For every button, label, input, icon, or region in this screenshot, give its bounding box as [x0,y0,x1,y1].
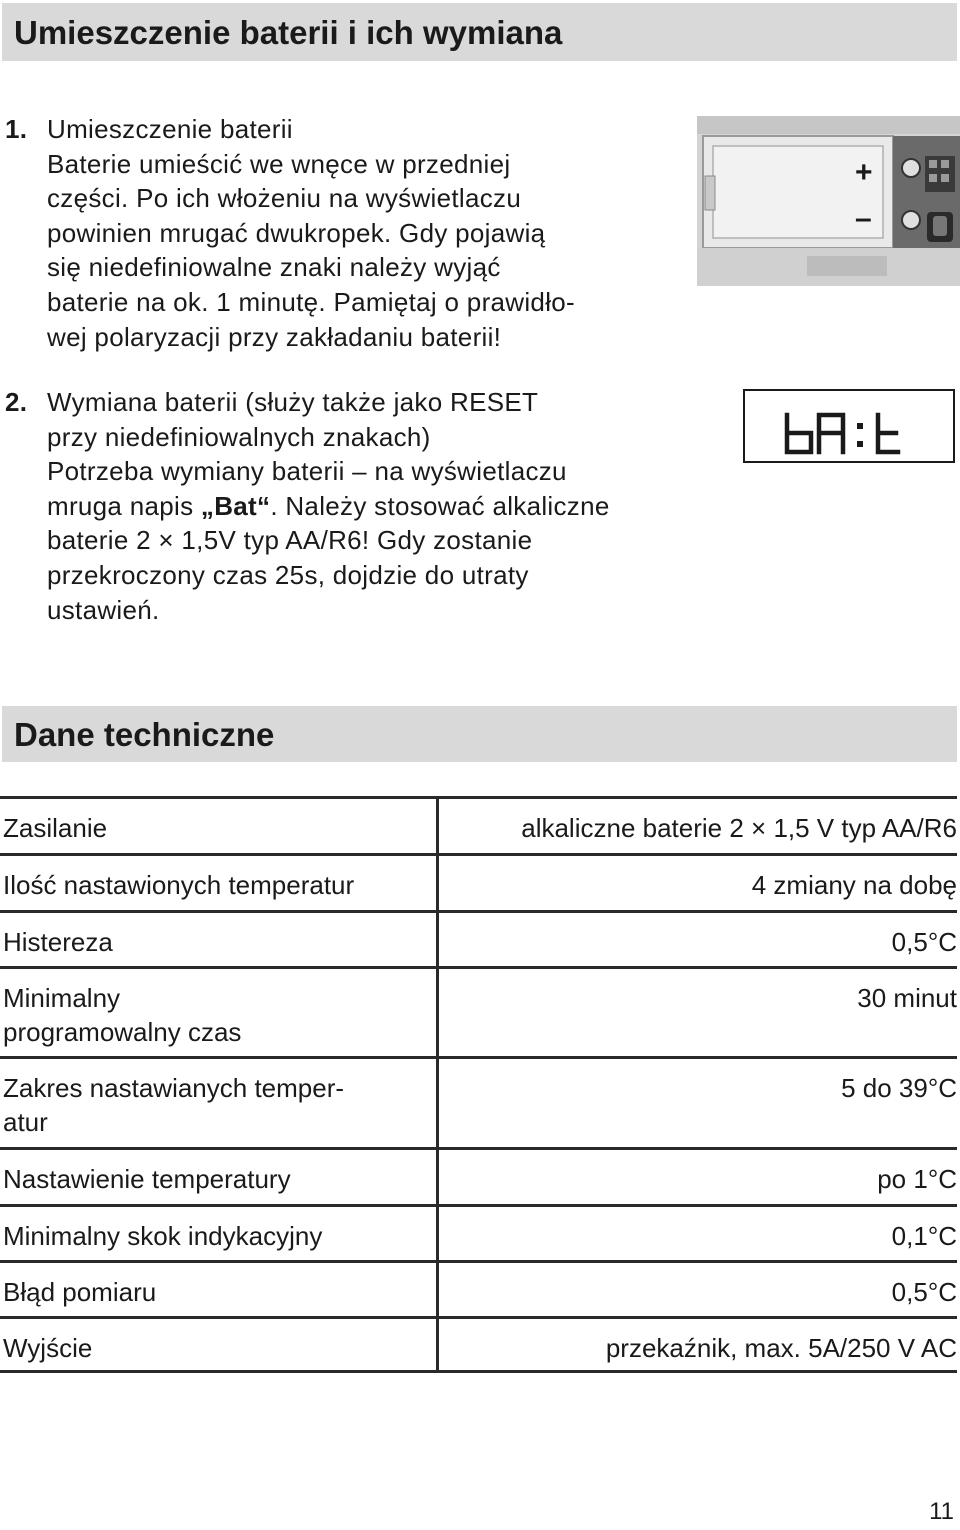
item-line: wej polaryzacji przy zakładaniu baterii! [47,321,502,352]
spec-row [0,1260,957,1316]
spec-value: 0,1°C [891,1221,957,1251]
spec-value: przekaźnik, max. 5A/250 V AC [605,1333,957,1363]
spec-label-line: Nastawienie temperatury [3,1164,291,1194]
spec-row [0,1056,957,1147]
spec-label-line: Błąd pomiaru [3,1277,157,1307]
spec-label [3,981,423,1049]
spec-label [3,1071,423,1139]
spec-row [0,1316,957,1372]
spec-row [0,1147,957,1204]
spec-label-line: Zakres nastawianych temper- [3,1073,345,1103]
spec-row [0,1204,957,1260]
spec-label [3,868,423,902]
lcd-display-illustration [743,389,955,463]
spec-row [0,910,957,966]
section-title: Dane techniczne [14,716,275,753]
spec-row [0,853,957,910]
item-text [47,112,707,354]
spec-value: 5 do 39°C [841,1073,957,1103]
spec-label [3,1331,423,1365]
spec-value: po 1°C [877,1164,957,1194]
page-number: 11 [929,1498,954,1525]
item-line: się niedefiniowalne znaki należy wyjąć [47,252,501,283]
spec-label-line: programowalny czas [3,1017,242,1047]
table-bottom-rule [0,1370,957,1373]
spec-label [3,1219,423,1253]
item-line: baterie na ok. 1 minutę. Pamiętaj o prawidło- [47,286,575,317]
item-line: Umieszczenie baterii [47,114,293,144]
spec-label [3,925,423,959]
item-line: Wymiana baterii (służy także jako RESET [47,387,539,417]
spec-label [3,1162,423,1196]
item-line: powinien mrugać dwukropek. Gdy pojawią [47,217,546,248]
item-number: 1. [5,114,28,144]
spec-label-line: Minimalny [3,983,121,1013]
item-line: ustawień. [47,594,160,625]
section-header-specs [2,706,957,762]
item-line: baterie 2 × 1,5V typ AA/R6! Gdy zostanie [47,525,533,556]
instruction-item-2 [0,385,710,630]
spec-label-line: atur [3,1107,48,1137]
column-divider [436,796,439,1372]
bat-label: „Bat“ [200,490,271,521]
minus-sign: – [855,202,872,235]
spec-label-line: Minimalny skok indykacyjny [3,1221,323,1251]
line-prefix: mruga napis [47,490,201,521]
plus-sign: + [855,156,873,189]
spec-value: 0,5°C [891,927,957,957]
item-line: Potrzeba wymiany baterii – na wyświetlaczu [47,456,567,487]
item-line [47,489,707,524]
item-number: 2. [5,387,28,417]
item-line: przekroczony czas 25s, dojdzie do utraty [47,559,529,590]
lcd-segment-text [745,391,953,461]
spec-label-line: Wyjście [3,1333,93,1363]
section-title: Umieszczenie baterii i ich wymiana [14,14,563,51]
spec-row [0,966,957,1056]
item-line: przy niedefiniowalnych znakach) [47,421,431,452]
spec-label-line: Ilość nastawionych temperatur [3,870,355,900]
spec-value: 0,5°C [891,1277,957,1307]
item-line: części. Po ich włożeniu na wyświetlaczu [47,183,522,214]
spec-label-line: Zasilanie [3,813,108,843]
spec-label [3,811,423,845]
item-text [47,385,707,627]
spec-value: alkaliczne baterie 2 × 1,5 V typ AA/R6 [521,813,957,843]
spec-value: 30 minut [857,983,957,1013]
instruction-item-1 [0,112,710,357]
item-line: Baterie umieścić we wnęce w przedniej [47,148,511,179]
battery-compartment-illustration [697,116,960,286]
spec-label [3,1275,423,1309]
spec-value: 4 zmiany na dobę [751,870,957,900]
spec-label-line: Histereza [3,927,113,957]
spec-row [0,796,957,853]
section-header-battery [2,3,957,61]
line-suffix: . Należy stosować alkaliczne [270,490,610,521]
